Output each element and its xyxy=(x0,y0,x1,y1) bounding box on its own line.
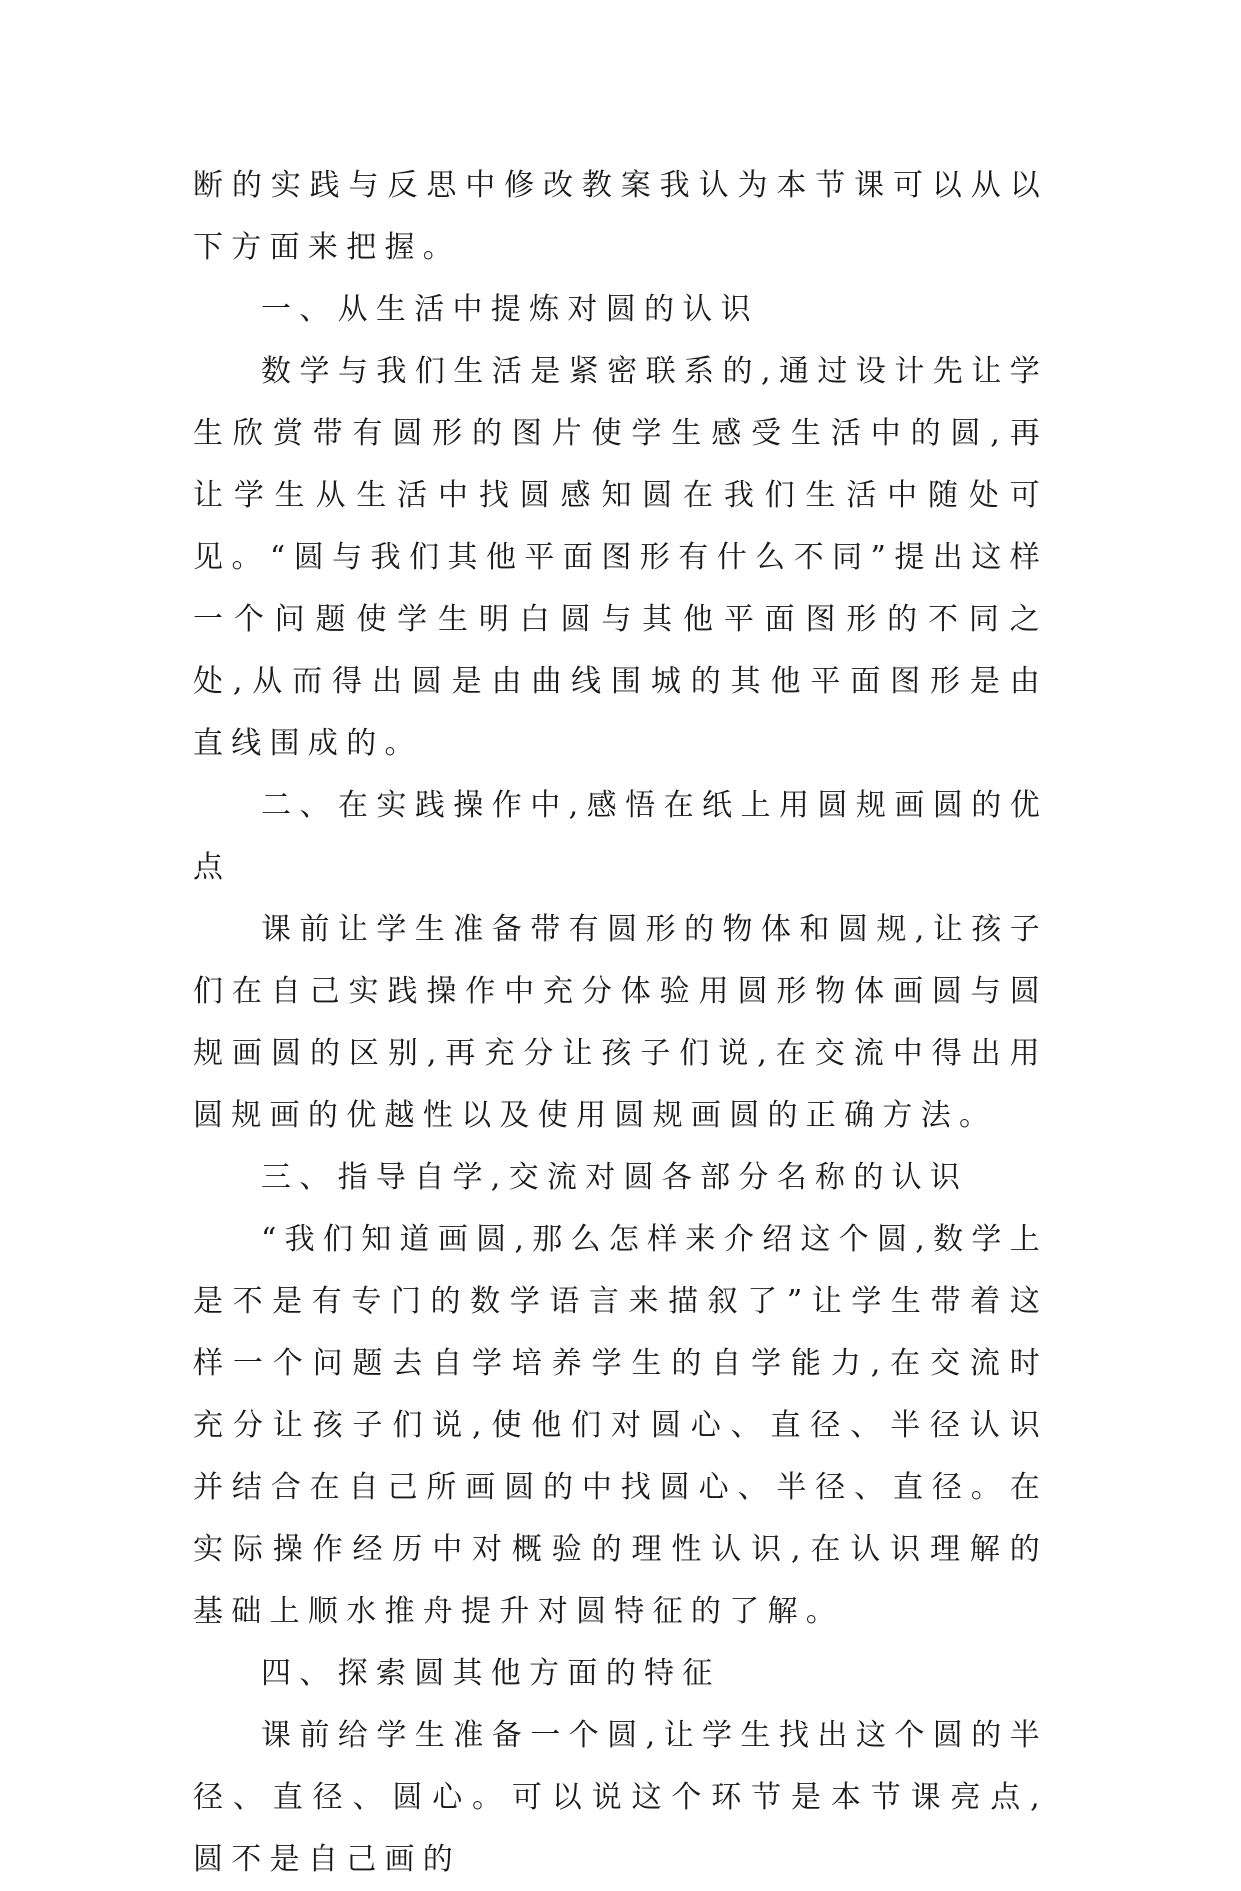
section-heading-2: 二、在实践操作中,感悟在纸上用圆规画圆的优点 xyxy=(193,788,1048,885)
section-heading-1: 一、从生活中提炼对圆的认识 xyxy=(261,292,759,327)
paragraph: 课前让学生准备带有圆形的物体和圆规,让孩子们在自己实践操作中充分体验用圆形物体画圆与圆规画圆的区别,再充分让孩子们说,在交流中得出用圆规画的优越性以及使用圆规画圆的正确方法。 xyxy=(193,912,1048,1133)
paragraph: 数学与我们生活是紧密联系的,通过设计先让学生欣赏带有圆形的图片使学生感受生活中的圆,再让学生从生活中找圆感知圆在我们生活中随处可见。“圆与我们其他平面图形有什么不同”提出这样一个问题使学生明白圆与其他平面图形的不同之处,从而得出圆是由曲线围城的其他平面图形是由直线围成的。 xyxy=(193,354,1048,761)
paragraph-continuation: 断的实践与反思中修改教案我认为本节课可以从以下方面来把握。 xyxy=(193,168,1048,265)
section-heading-3: 三、指导自学,交流对圆各部分名称的认识 xyxy=(261,1160,969,1195)
paragraph: 课前给学生准备一个圆,让学生找出这个圆的半径、直径、圆心。可以说这个环节是本节课亮点,圆不是自己画的 xyxy=(193,1718,1048,1877)
section-heading-4: 四、探索圆其他方面的特征 xyxy=(261,1656,721,1691)
document-body xyxy=(193,155,1048,1891)
paragraph: “我们知道画圆,那么怎样来介绍这个圆,数学上是不是有专门的数学语言来描叙了”让学生带着这样一个问题去自学培养学生的自学能力,在交流时充分让孩子们说,使他们对圆心、直径、半径认识并结合在自己所画圆的中找圆心、半径、直径。在实际操作经历中对概验的理性认识,在认识理解的基础上顺水推舟提升对圆特征的了解。 xyxy=(193,1222,1049,1629)
